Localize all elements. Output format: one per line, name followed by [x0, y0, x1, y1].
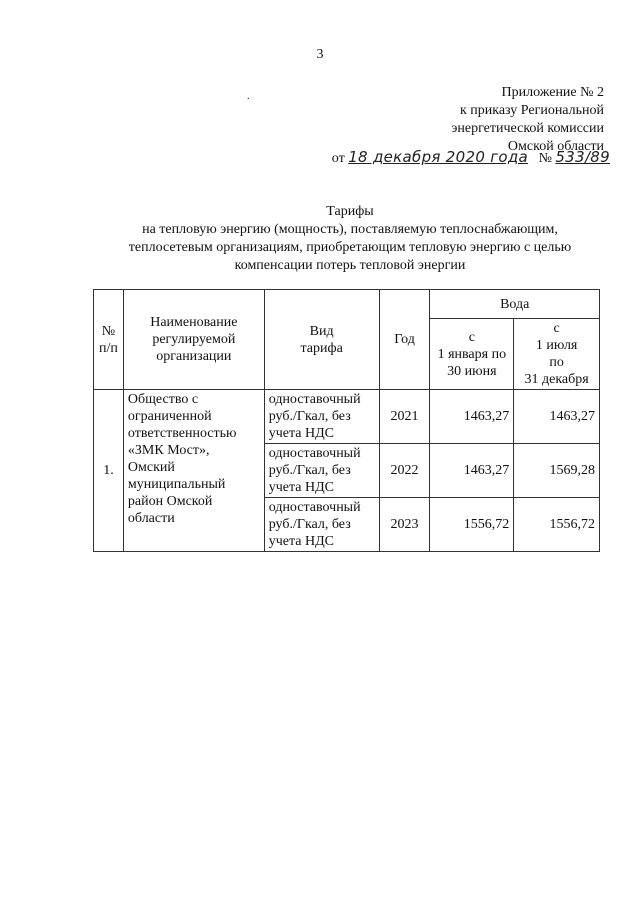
- handwritten-number: 533/89: [555, 148, 610, 166]
- title-heading: Тарифы: [326, 204, 374, 219]
- year-cell: 2021: [379, 390, 430, 444]
- row-number: 1.: [94, 390, 124, 552]
- appendix-line: к приказу Региональной: [459, 103, 604, 118]
- organization-name: Общество с ограниченной ответственностью «ЗМК Мост», Омский муниципальный район Омской области: [123, 390, 264, 552]
- tariff-h1: 1463,27: [430, 390, 514, 444]
- table-row: [94, 390, 600, 444]
- date-prefix: от: [331, 151, 345, 166]
- tariff-h2: 1463,27: [514, 390, 600, 444]
- number-prefix: №: [538, 151, 552, 166]
- appendix-block: [451, 84, 604, 156]
- appendix-line: Приложение № 2: [501, 85, 604, 100]
- tariff-h2: 1556,72: [514, 498, 600, 552]
- tariff-h1: 1463,27: [430, 444, 514, 498]
- appendix-line: энергетической комиссии: [451, 121, 604, 136]
- tariff-type: одноставочный руб./Гкал, без учета НДС: [264, 498, 379, 552]
- tariff-type: одноставочный руб./Гкал, без учета НДС: [264, 390, 379, 444]
- title-line: на тепловую энергию (мощность), поставляемую теплоснабжающим,: [142, 222, 558, 237]
- title-line: компенсации потерь тепловой энергии: [234, 258, 466, 273]
- header-tariff-type: Вид тарифа: [264, 290, 379, 390]
- page-number: 3: [316, 47, 324, 62]
- document-title: [70, 203, 630, 275]
- header-organization: Наименование регулируемой организации: [123, 290, 264, 390]
- year-cell: 2023: [379, 498, 430, 552]
- appendix-line: Омской области: [507, 139, 604, 154]
- header-num: № п/п: [94, 290, 124, 390]
- tariff-type: одноставочный руб./Гкал, без учета НДС: [264, 444, 379, 498]
- title-line: теплосетевым организациям, приобретающим тепловую энергию с целью: [128, 240, 572, 255]
- header-period-2: с 1 июля по 31 декабря: [514, 319, 600, 390]
- tariff-h1: 1556,72: [430, 498, 514, 552]
- tariff-table: [93, 289, 600, 552]
- header-water: Вода: [430, 290, 600, 319]
- handwritten-date: 18 декабря 2020 года: [348, 148, 529, 166]
- scan-dot: .: [247, 91, 250, 102]
- year-cell: 2022: [379, 444, 430, 498]
- header-period-1: с 1 января по 30 июня: [430, 319, 514, 390]
- tariff-h2: 1569,28: [514, 444, 600, 498]
- order-date-number: [332, 148, 610, 167]
- header-year: Год: [379, 290, 430, 390]
